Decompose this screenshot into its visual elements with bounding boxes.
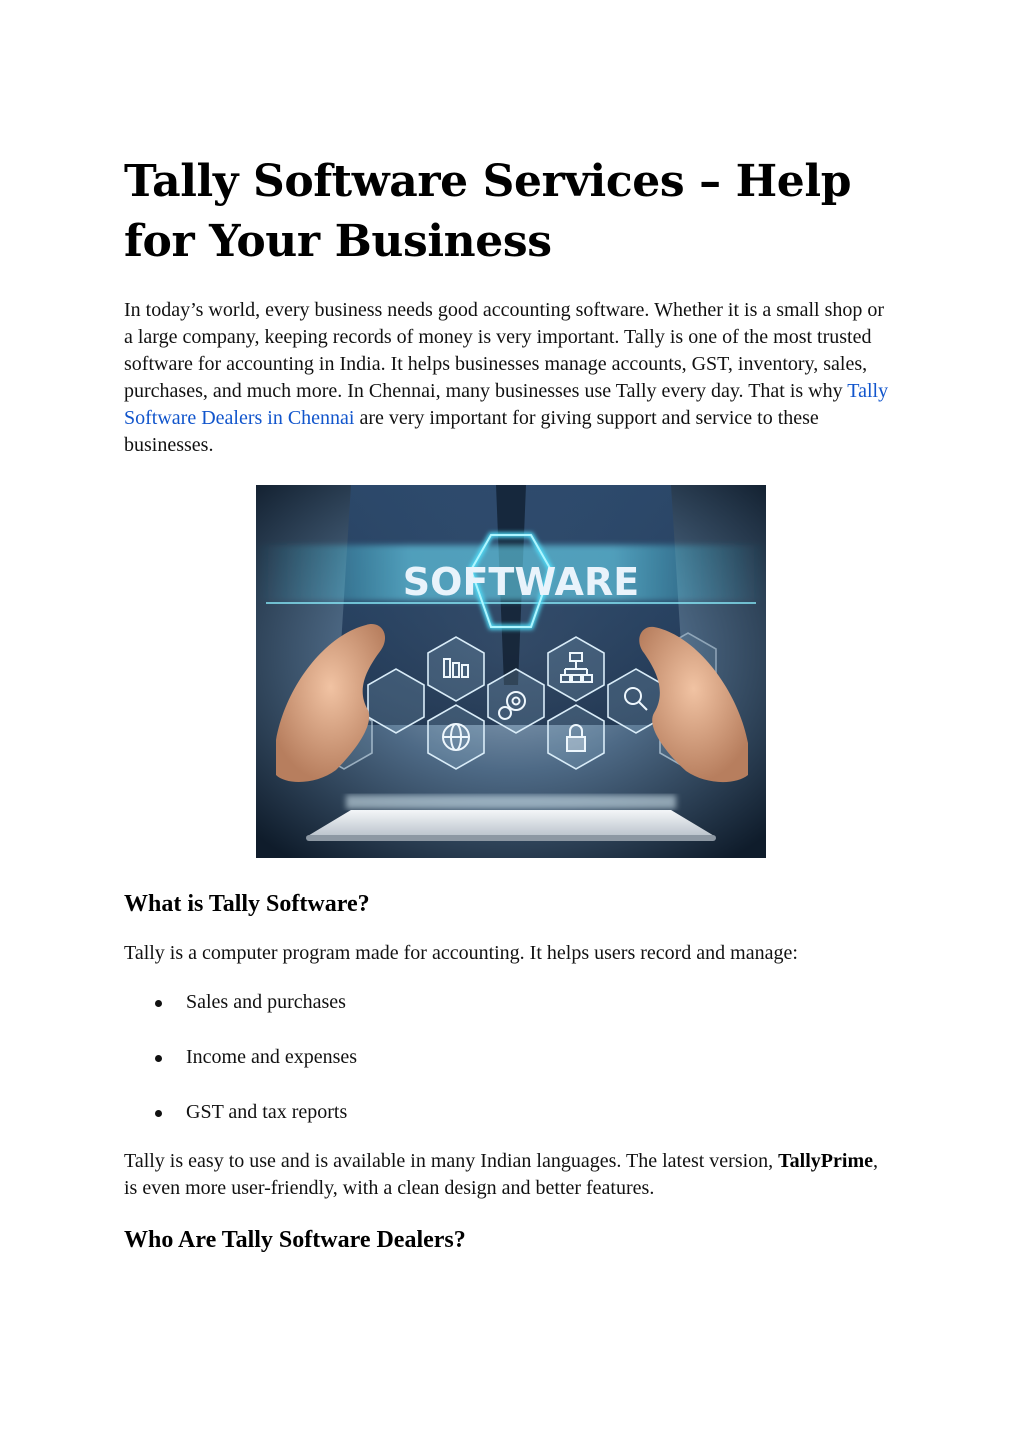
bullet-icon (155, 1110, 162, 1117)
laptop-base (306, 810, 716, 837)
list-item-text: Sales and purchases (186, 991, 346, 1013)
intro-paragraph (124, 297, 894, 459)
section-heading-who-are-dealers: Who Are Tally Software Dealers? (124, 1227, 466, 1253)
intro-text-start: In today’s world, every business needs good accounting software. Whether it is a small shop or a large company, keeping records of money is very important. Tally is one of the most trusted software for accounting in India. It helps businesses manage accounts, GST, inventory, sales, purchases, and much more. In Chennai, many businesses use Tally every day. That is why (124, 299, 885, 402)
features-list (124, 989, 894, 1126)
software-illustration (256, 485, 766, 858)
software-image-text: SOFTWARE (402, 560, 640, 604)
bullet-icon (155, 1055, 162, 1062)
list-item-text: GST and tax reports (186, 1101, 348, 1123)
bullet-icon (155, 1000, 162, 1007)
tallyprime-text-start: Tally is easy to use and is available in many Indian languages. The latest version, (124, 1150, 779, 1172)
list-item-text: Income and expenses (186, 1046, 358, 1068)
list-item (124, 1044, 894, 1071)
document-page (124, 152, 894, 1256)
tallyprime-paragraph (124, 1148, 894, 1202)
dealers-chennai-link[interactable]: Tally Software Dealers in Chennai (124, 380, 889, 429)
section-what-lead: Tally is a computer program made for accounting. It helps users record and manage: (124, 942, 798, 964)
laptop-edge (306, 835, 716, 841)
tallyprime-name: TallyPrime (778, 1150, 873, 1172)
page-title: Tally Software Services – Help for Your Business (124, 156, 852, 267)
list-item (124, 989, 894, 1016)
intro-text-end: are very important for giving support and service to these businesses. (124, 407, 819, 456)
laptop-glow (346, 795, 676, 809)
tallyprime-text-end: , is even more user-friendly, with a clean design and better features. (124, 1150, 878, 1199)
list-item (124, 1099, 894, 1126)
section-heading-what-is-tally: What is Tally Software? (124, 891, 370, 917)
